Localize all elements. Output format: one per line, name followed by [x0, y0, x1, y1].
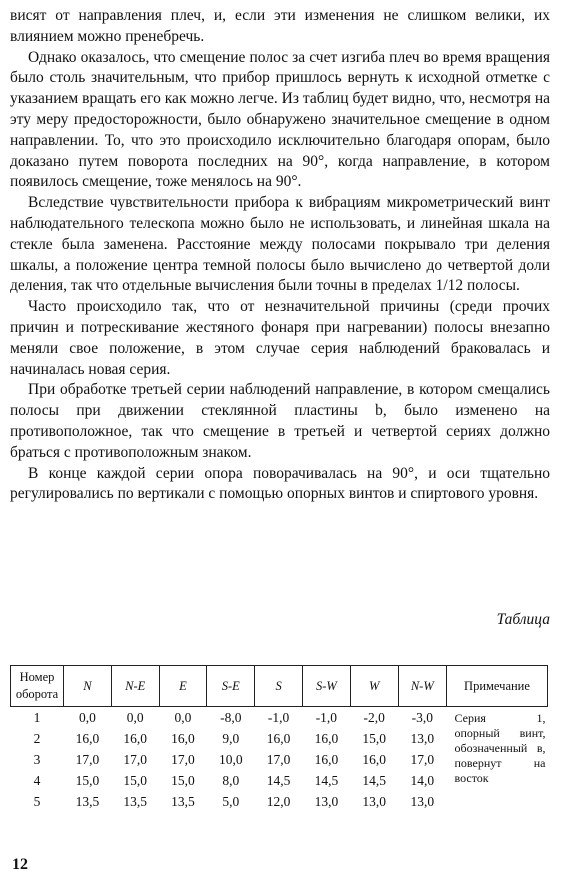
value-cell: 14,5	[314, 773, 339, 788]
paragraph-6: В конце каждой серии опора поворачивалась на 90°, и оси тщательно регулировались по вертикали с помощью опорных винтов и спиртового уровня.	[10, 464, 550, 503]
paragraph-5: При обработке третьей серии наблюдений направление, в котором смещались полосы при движении стеклянной пластины b, было изменено на противоположное, так что смещение в третьей и четвертой сериях должно браться с противоположным знаком.	[10, 381, 550, 461]
value-cell: 17,0	[171, 752, 195, 767]
paragraph-2: Однако оказалось, что смещение полос за счет изгиба плеч во время вращения было столь значительным, что прибор пришлось вернуть к исходной отметке с указанием вращать его как можно легче. Из таблиц будет видно, что, несмотря на эту меру предосторожности, было обнаружено значительное смещение в одном направлении. То, что это происходило исключительно благодаря опорам, было доказано путем поворота последних на 90°, когда направление, в котором появилось смещение, тоже менялось на 90°.	[10, 48, 550, 191]
value-cell: 16,0	[171, 731, 195, 746]
value-cell: 14,0	[410, 773, 435, 788]
note-cell: Серия 1, опорный винт, обозначенный в, повернут на восток	[454, 711, 546, 785]
page-number: 12	[12, 856, 28, 873]
header-direction: E	[159, 666, 207, 707]
value-cell: 14,5	[266, 773, 291, 788]
value-cell: 15,0	[75, 773, 100, 788]
value-cell: 13,0	[410, 794, 435, 809]
value-cell: 17,0	[410, 752, 435, 767]
value-cell: -1,0	[267, 710, 290, 725]
value-cell: 16,0	[314, 752, 339, 767]
value-cell: 16,0	[75, 731, 100, 746]
header-direction: N	[64, 666, 112, 707]
value-cell: 15,0	[123, 773, 147, 788]
value-cell: -3,0	[411, 710, 433, 725]
paragraph-4: Часто происходило так, что от незначительной причины (среди прочих причин и потрескивание жестяного фонаря при нагревании) полосы внезапно меняли свое положение, в этом случае серия наблюдений браковалась и начиналась новая серия.	[10, 298, 550, 378]
row-number-cell: 2	[33, 731, 41, 746]
header-direction: N-E	[111, 666, 159, 707]
value-cell: 17,0	[75, 752, 100, 767]
value-cell: -8,0	[220, 710, 242, 725]
value-cell: 0,0	[78, 710, 96, 725]
value-cell: 12,0	[266, 794, 291, 809]
value-cell: 0,0	[126, 710, 144, 725]
value-cell: 16,0	[362, 752, 386, 767]
value-cell: 13,5	[123, 794, 147, 809]
row-number-cell: 3	[33, 752, 41, 767]
header-direction: S-E	[207, 666, 255, 707]
header-direction: N-W	[398, 666, 446, 707]
value-cell: 8,0	[222, 773, 240, 788]
row-number-cell: 1	[33, 710, 41, 725]
value-cell: 13,0	[314, 794, 339, 809]
table-header-row	[11, 666, 548, 707]
header-direction: S-W	[302, 666, 350, 707]
value-cell: 16,0	[266, 731, 291, 746]
value-cell: -2,0	[363, 710, 385, 725]
value-cell: 13,5	[171, 794, 195, 809]
value-cell: 16,0	[123, 731, 147, 746]
value-cell: 17,0	[123, 752, 147, 767]
value-cell: 16,0	[314, 731, 339, 746]
row-number-cell: 5	[33, 794, 41, 809]
value-cell: 10,0	[218, 752, 243, 767]
measurement-table	[10, 665, 548, 812]
value-cell: 13,0	[362, 794, 386, 809]
header-note: Примечание	[447, 666, 548, 707]
value-cell: -1,0	[315, 710, 338, 725]
header-direction: W	[350, 666, 398, 707]
value-cell: 5,0	[222, 794, 240, 809]
table-caption: Таблица	[496, 611, 550, 628]
table-row	[11, 707, 548, 729]
paragraph-1: висят от направления плеч, и, если эти изменения не слишком велики, их влиянием можно пренебречь.	[10, 7, 550, 45]
value-cell: 15,0	[362, 731, 386, 746]
value-cell: 13,5	[75, 794, 100, 809]
value-cell: 0,0	[174, 710, 192, 725]
paragraph-3: Вследствие чувствительности прибора к вибрациям микрометрический винт наблюдательного телескопа можно было не использовать, и линейная шкала на стекле была заменена. Расстояние между полосами покрывало три деления шкалы, а положение центра темной полосы было вычислено до четвертой доли деления, так что отдельные вычисления были точны в пределах 1/12 полосы.	[10, 194, 550, 295]
value-cell: 14,5	[362, 773, 386, 788]
row-number-cell: 4	[33, 773, 41, 788]
page-body	[10, 6, 550, 505]
value-cell: 9,0	[222, 731, 240, 746]
value-cell: 13,0	[410, 731, 435, 746]
header-rotation-number: Номер оборота	[11, 666, 64, 707]
value-cell: 17,0	[266, 752, 291, 767]
value-cell: 15,0	[171, 773, 195, 788]
header-direction: S	[255, 666, 303, 707]
